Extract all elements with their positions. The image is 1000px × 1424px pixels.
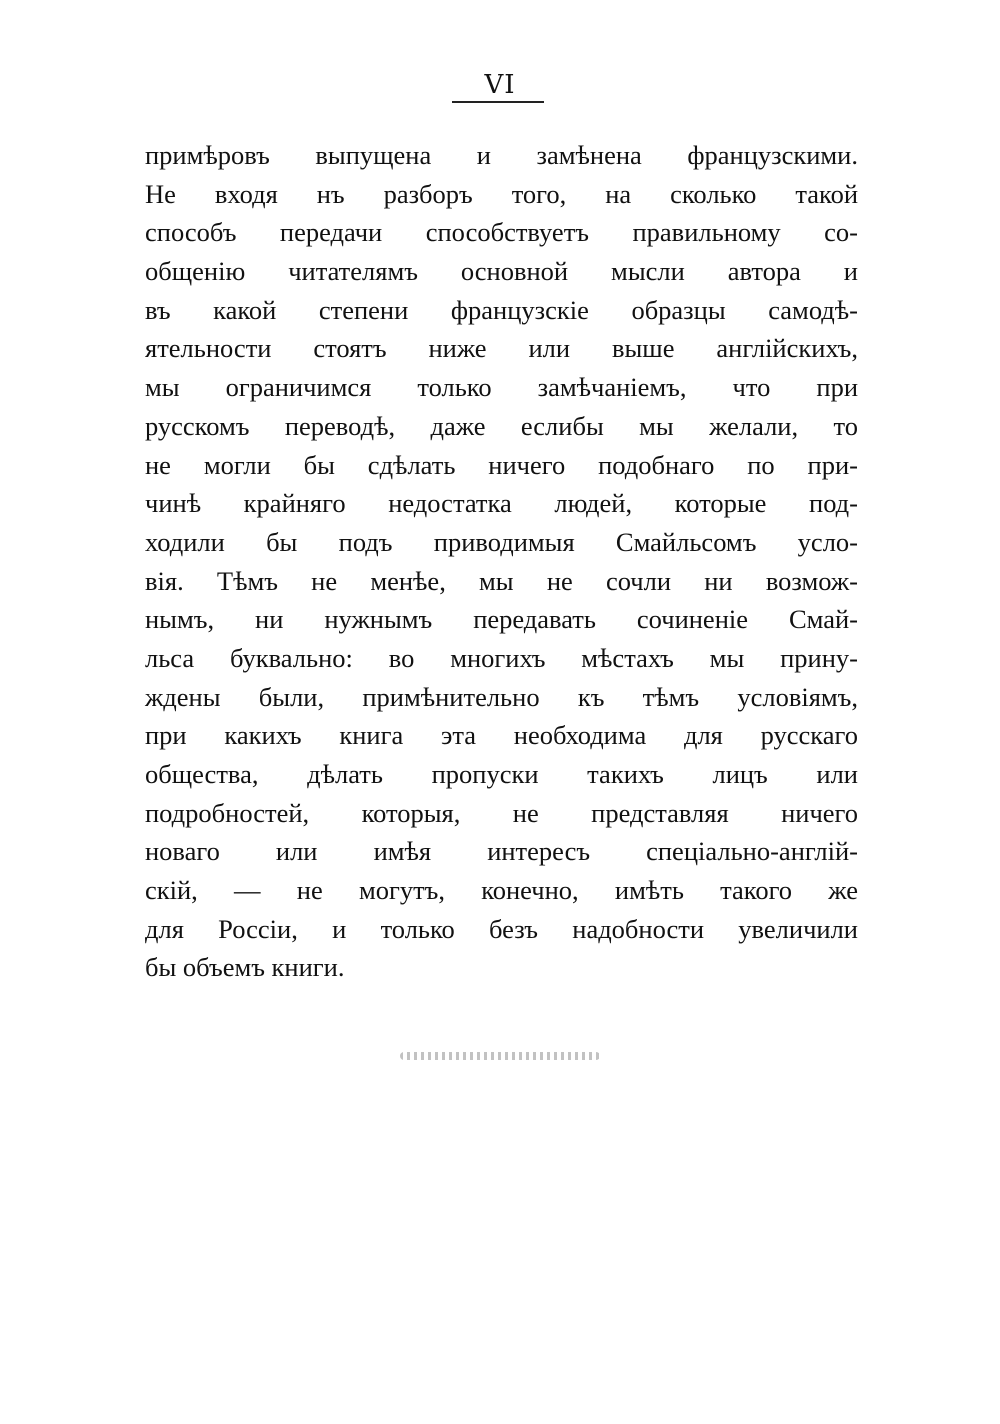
- body-text: [145, 136, 858, 987]
- text-line: подробностей, которыя, не представляя ничего: [145, 797, 858, 828]
- text-line: примѣровъ выпущена и замѣнена французскими.: [145, 140, 858, 170]
- header-rule: [452, 101, 544, 103]
- text-line: общества, дѣлать пропуски такихъ лицъ или: [145, 759, 858, 789]
- text-line: льса буквально: во многихъ мѣстахъ мы прину-: [145, 642, 858, 673]
- text-line: при какихъ книга эта необходима для русскаго: [145, 720, 858, 751]
- text-line: Не входя нъ разборъ того, на сколько такой: [145, 178, 858, 209]
- text-line: бы объемъ книги.: [145, 952, 345, 983]
- ornament-divider: [400, 1052, 600, 1060]
- page-number: VI: [484, 70, 516, 100]
- text-line: ятельности стоятъ ниже или выше англійскихъ,: [145, 333, 858, 364]
- text-line: для Россіи, и только безъ надобности увеличили: [145, 913, 858, 944]
- text-line: общенію читателямъ основной мысли автора и: [145, 256, 858, 287]
- text-line: чинѣ крайняго недостатка людей, которые под-: [145, 488, 858, 519]
- text-line: вія. Тѣмъ не менѣе, мы не сочли ни возмож-: [145, 565, 858, 596]
- text-line: новаго или имѣя интересъ спеціально-англій-: [145, 836, 858, 867]
- text-line: ходили бы подъ приводимыя Смайльсомъ усло-: [145, 526, 858, 557]
- text-line: нымъ, ни нужнымъ передавать сочиненіе Смай-: [145, 604, 858, 635]
- text-line: не могли бы сдѣлать ничего подобнаго по при-: [145, 449, 858, 480]
- text-line: русскомъ переводѣ, даже еслибы мы желали, то: [145, 410, 858, 441]
- text-line: въ какой степени французскіе образцы самодѣ-: [145, 294, 858, 325]
- text-line: мы ограничимся только замѣчаніемъ, что при: [145, 372, 858, 403]
- text-line: скій, — не могутъ, конечно, имѣть такого же: [145, 875, 858, 906]
- text-line: ждены были, примѣнительно къ тѣмъ условіямъ,: [145, 681, 858, 712]
- text-line: способъ передачи способствуетъ правильному со-: [145, 217, 858, 248]
